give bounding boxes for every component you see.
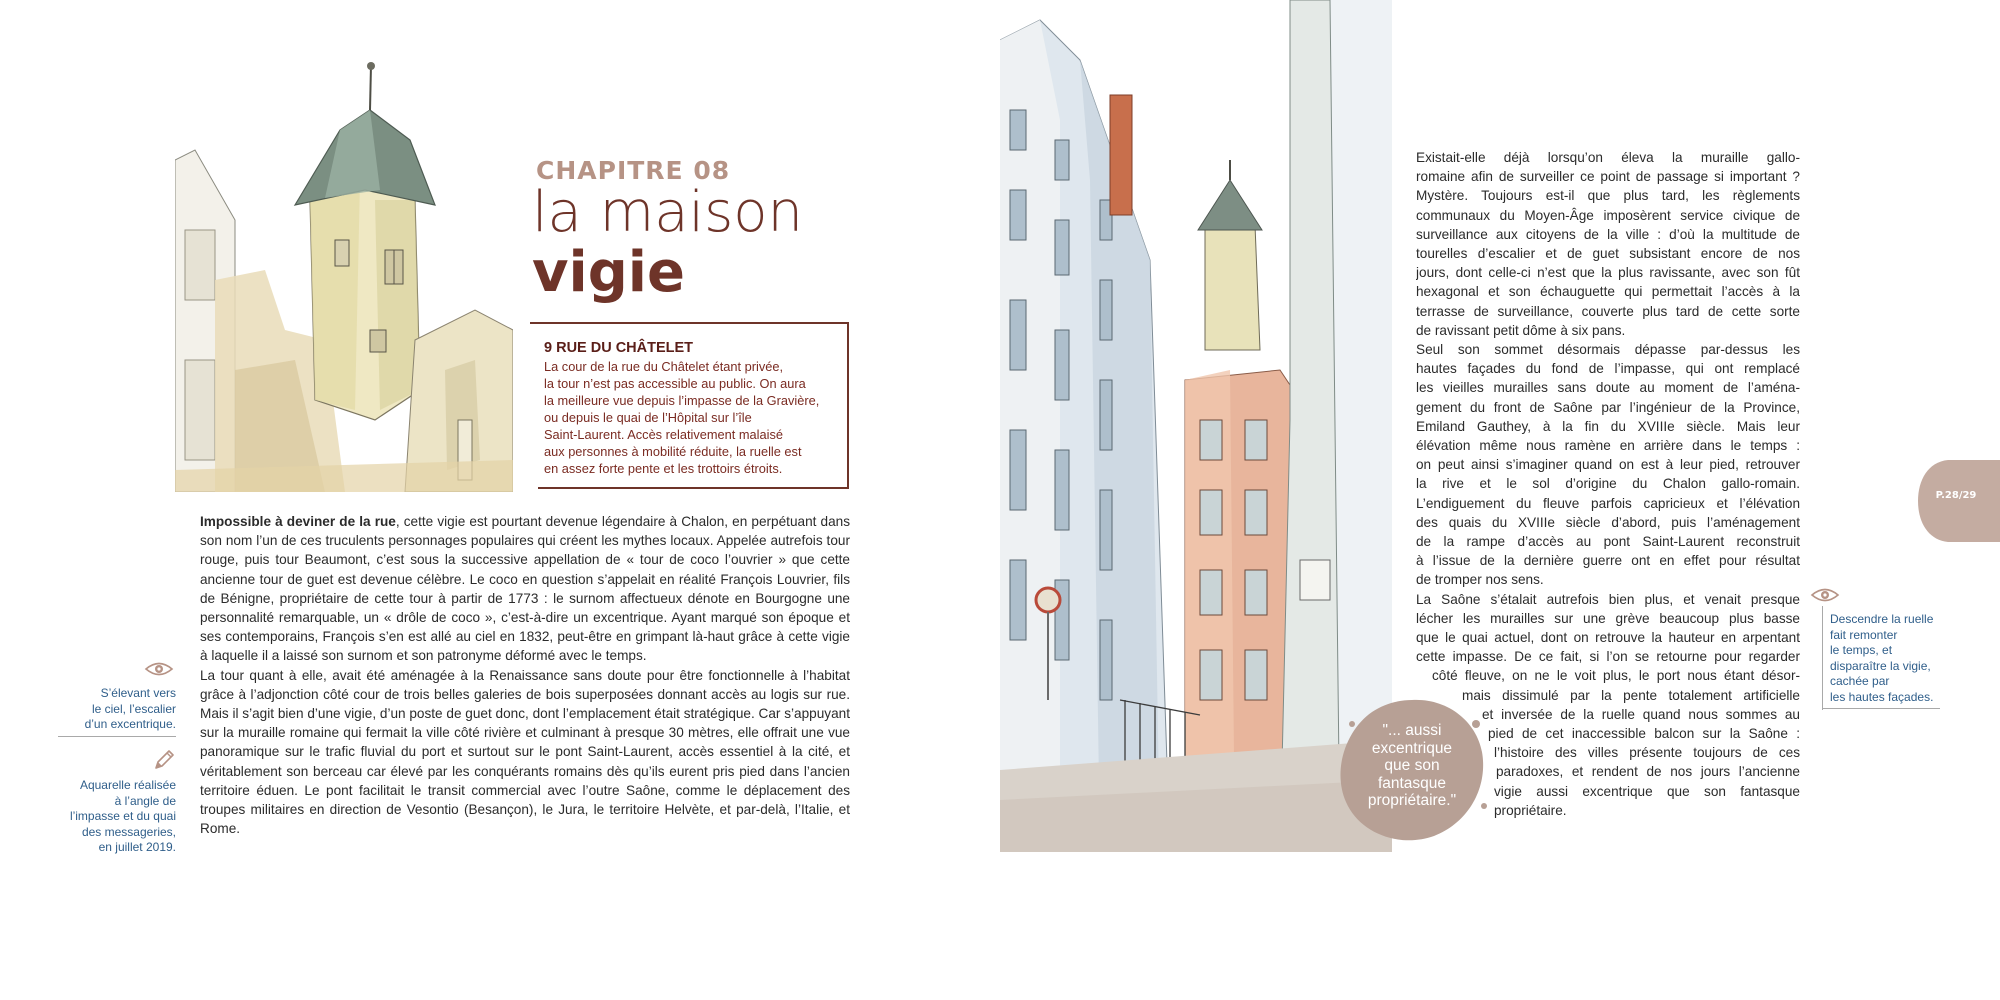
note-line: en juillet 2019.: [98, 840, 176, 854]
body-line: et inversée de la ruelle quand nous sommes au: [1482, 706, 1800, 722]
chapter-label: CHAPITRE 08: [536, 156, 731, 185]
body-line: gement du front de Saône par l’ingénieur de la Province,: [1416, 399, 1800, 415]
body-line: des quais du XVIIIe siècle d’abord, puis l’aménagement: [1416, 514, 1800, 530]
address-line: la meilleure vue depuis l’impasse de la Gravière,: [544, 393, 820, 408]
sidebar-divider: [1822, 708, 1940, 709]
body-line: Seul son sommet désormais dépasse par-dessus les: [1416, 342, 1800, 357]
page-number-tab: [1918, 460, 2000, 542]
pencil-icon: [152, 748, 176, 772]
body-line: communaux du Moyen-Âge imposèrent service civique de: [1416, 207, 1800, 223]
body-line: mais dissimulé par la pente totalement artificielle: [1462, 687, 1800, 703]
body-paragraph-2: La tour quant à elle, avait été aménagée à la Renaissance sans doute pour être fonctionnelle à l’habitat grâce à l’adjonction côté cour de trois belles galeries de bois superposées donnant accès au logis sur rue. Mais il s’agit bien d’une vigie, d’un poste de guet donc, dont l’emplacement était stratégique. Car s’appuyant sur la muraille romaine qui fermait la ville côté rivière et culminant à presque 30 mètres, elle offrait une vue panoramique sur le trafic fluvial du port et surtout sur le pont Saint-Laurent, accès essentiel à la cité, et véritablement son berceau car élevé par les conquérants romains dès qu’ils eurent pris pied dans l’ancien territoire éduen. Le pont facilitait le transit commercial avec l’outre Saône, comme le déplacement des troupes militaires en direction de Vesontio (Besançon), le Jura, le territoire Helvète, et par-delà, l’Italie, et Rome.: [200, 667, 850, 837]
note-line: à l’angle de: [114, 793, 176, 808]
body-line: de la rampe d’accès au pont Saint-Laurent reconstruit: [1416, 534, 1800, 549]
body-line: vigie aussi excentrique que son fantasque: [1494, 783, 1800, 799]
body-line: côté fleuve, on ne le voit plus, le port nous étant désor-: [1432, 668, 1800, 684]
body-line: à l’issue de la dernière guerre ont en effet pour résultat: [1416, 553, 1800, 569]
body-line: La Saône s’étalait autrefois bien plus, et venait presque: [1416, 591, 1800, 607]
eye-icon: [144, 660, 174, 678]
page-number: P.28/29: [1935, 490, 1977, 501]
body-line: Mystère. Toujours est-il que plus tard, les règlements: [1416, 188, 1800, 204]
quote-line: fantasque: [1377, 774, 1447, 792]
body-line: pied de cet inaccessible balcon sur la Saône :: [1488, 726, 1800, 741]
sidebar-divider-vertical: [1822, 606, 1823, 710]
address-line: Saint-Laurent. Accès relativement malaisé: [544, 427, 783, 442]
note-line: Descendre la ruelle: [1830, 612, 1934, 626]
body-line: l’histoire des villes présente toujours de ces: [1494, 745, 1800, 761]
body-line: les vieilles murailles sans doute au moment de l’aména-: [1416, 380, 1800, 396]
note-line: le temps, et: [1830, 643, 1893, 657]
address-line: aux personnes à mobilité réduite, la ruelle est: [544, 444, 802, 459]
quote-line: "... aussi: [1382, 722, 1442, 739]
body-line: paradoxes, et rendent de nos jours l’ancienne: [1496, 764, 1800, 780]
body-line: propriétaire.: [1494, 802, 1567, 818]
sidebar-note-street: [1830, 612, 1970, 705]
note-line: des messageries,: [81, 824, 176, 839]
address-line: la tour n’est pas accessible au public. On aura: [544, 376, 806, 391]
quote-line: que son: [1384, 757, 1440, 774]
lead-text: Impossible à deviner de la rue: [200, 514, 396, 529]
sidebar-note-watercolor: [60, 778, 176, 856]
body-line: de ravissant petit dôme à six pans.: [1416, 322, 1626, 338]
address-title: 9 RUE DU CHÂTELET: [544, 340, 694, 356]
body-line: on peut ainsi s’imaginer quand on est à leur pied, retrouver: [1416, 457, 1800, 473]
body-text-left: [200, 512, 850, 838]
note-line: le ciel, l’escalier: [91, 701, 176, 716]
note-line: S’élevant vers: [100, 686, 176, 700]
paragraph-text: , cette vigie est pourtant devenue légendaire à Chalon, en perpétuant dans son nom l’un de ces truculents personnages populaires qui créent les mythes locaux. Appelée autrefois tour rouge, puis tour Beaumont, c’est sous la successive appellation de « tour de coco l’ouvrier » que cette ancienne tour de guet est devenue célèbre. Le coco en question s’appelait en réalité François Louvrier, fils de Bénigne, propriétaire de cette tour à partir de 1773 : le surnom affectueux dénote en Bourgogne une personnalité remarquable, un « drôle de coco », c’est-à-dire un excentrique. Ayant marqué son époque et ses contemporains, François s’en est allé au ciel en 1832, peut-être en grimpant là-haut grâce à cette vigie à laquelle il a laissé son surnom et son patronyme déformé avec le temps.: [200, 514, 850, 664]
note-line: cachée par: [1830, 674, 1890, 688]
quote-line: excentrique: [1371, 739, 1453, 757]
eye-icon: [1810, 586, 1840, 604]
sidebar-divider: [58, 736, 176, 737]
body-line: terrasse de surveillance, couverte plus tard de cette sorte: [1416, 303, 1800, 319]
body-line: surveillance aux citoyens de la ville : d’où la multitude de: [1416, 226, 1800, 242]
body-line: élévation même nous ramène en arrière dans le temps :: [1416, 438, 1800, 453]
note-line: Aquarelle réalisée: [79, 778, 176, 792]
note-line: les hautes façades.: [1830, 689, 1934, 704]
body-line: Existait-elle déjà lorsqu’on éleva la muraille gallo-: [1416, 150, 1800, 165]
body-line: Emiland Gauthey, à la fin du XVIIIe siècle. Mais leur: [1416, 418, 1800, 434]
body-line: de tromper nos sens.: [1416, 572, 1544, 588]
body-line: hautes façades du fond de l’impasse, qui ont remplacé: [1416, 361, 1800, 377]
body-line: tourelles d’escalier et de guet subsistant encore de nos: [1416, 246, 1800, 261]
body-line: que le quai actuel, dont on retrouve la hauteur en arpentant: [1416, 630, 1800, 645]
body-paragraph-1: [200, 512, 850, 666]
quote-line: propriétaire.": [1367, 792, 1457, 809]
body-line: jours, dont celle-ci n’est que la plus ravissante, avec son fût: [1416, 265, 1800, 281]
body-line: romaine afin de surveiller ce point de passage si important ?: [1416, 169, 1800, 185]
body-line: la rive et le sol d’origine du Chalon gallo-romain.: [1416, 476, 1800, 492]
address-line: ou depuis le quai de l’Hôpital sur l’île: [544, 410, 752, 425]
address-line: en assez forte pente et les trottoirs étroits.: [544, 461, 783, 476]
note-line: l’impasse et du quai: [69, 809, 176, 823]
note-line: d’un excentrique.: [84, 717, 176, 731]
chapter-title-line2: vigie: [532, 240, 685, 305]
body-line: lécher les murailles sur une grève beaucoup plus basse: [1416, 610, 1800, 626]
body-line: hexagonal et son échauguette qui permettait l’accès à la: [1416, 284, 1800, 300]
street-watercolor-illustration: [1000, 0, 1392, 852]
sidebar-note-stairs: [70, 686, 176, 733]
chapter-title-line1: la maison: [532, 180, 804, 245]
body-line: cette impasse. De ce fait, si l’on se retourne pour regarder: [1416, 649, 1800, 665]
tower-watercolor-illustration: [175, 40, 513, 492]
address-line: La cour de la rue du Châtelet étant privée,: [544, 359, 784, 374]
pull-quote: [1344, 722, 1480, 810]
note-line: disparaître la vigie,: [1830, 658, 1931, 673]
note-line: fait remonter: [1830, 627, 1898, 642]
address-info: [544, 358, 844, 477]
body-line: L’endiguement du fleuve parfois capricieux et l’élévation: [1416, 495, 1800, 511]
